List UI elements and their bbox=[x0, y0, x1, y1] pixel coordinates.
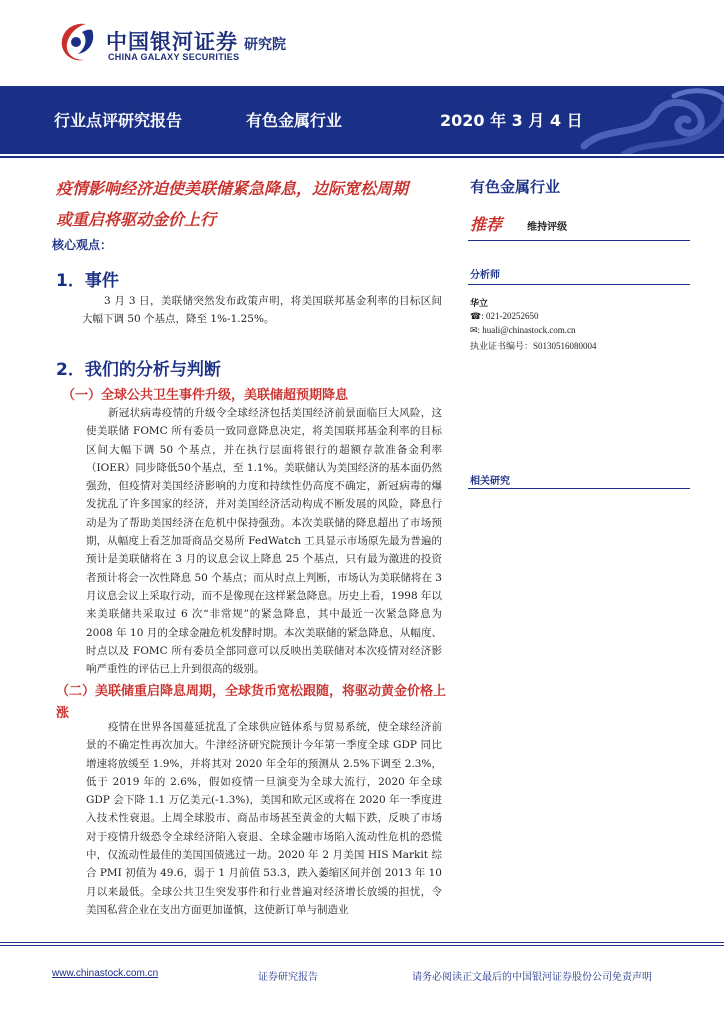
section-2b-text: 疫情在世界各国蔓延扰乱了全球供应链体系与贸易系统，使全球经济前景的不确定性再次加大。牛津经济研究院预计今年第一季度全球 GDP 同比增速将放缓至 1.9%，并将其对 2020 年全年的预测从 2.5%下调至 2.3%，低于 2019 年的 2.6%，假如疫情一旦演变为全球大流行，2020 年全球 GDP 会下降 1.1 万亿美元(-1.3%)，美国和欧元区或将在 2020 年一季度进入技术性衰退。上周全球股市、商品市场甚至黄金的大幅下跌，反映了市场对于疫情升级恐令全球经济陷入衰退、全球金融市场陷入流动性危机的恐慌中，仅流动性最佳的美国国债逃过一劫。2020 年 2 月美国 HIS Markit 综合 PMI 初值为 49.6，弱于 1 月前值 53.3，跌入萎缩区间并创 2013 年 10 月以来最低。全球公共卫生突发事件和行业普遍对经济增长放缓的担忧，令美国私营企业在支出方面更加谨慎，这使新订单与制造业 bbox=[86, 721, 442, 916]
section-1-text: 3 月 3 日，美联储突然发布政策声明，将美国联邦基金利率的目标区间大幅下调 50 个基点，降至 1%-1.25%。 bbox=[82, 295, 442, 325]
report-title-line1: 疫情影响经济迫使美联储紧急降息，边际宽松周期 bbox=[56, 179, 409, 198]
footer-center-text: 证券研究报告 bbox=[258, 972, 318, 983]
galaxy-logo-icon bbox=[56, 20, 98, 64]
rating-block bbox=[470, 212, 690, 235]
report-date: 2020 年 3 月 4 日 bbox=[440, 111, 583, 130]
footer-divider bbox=[0, 942, 724, 943]
section-2a-text: 新冠状病毒疫情的升级令全球经济包括美国经济前景面临巨大风险，这使美联储 FOMC 所有委员一致同意降息决定，将美国联邦基金利率的目标区间大幅下调 50 个基点，并在执行层面将银行的超额存款准备金利率（IOER）同步降低50个基点，至 1.1%。美联储认为美国经济的基本面仍然强劲，但疫情对美国经济影响的力度和持续性仍高度不确定，新冠病毒的爆发扰乱了许多国家的经济，并对美国经济活动构成不断发展的风险，降息行动是为了帮助美国经济在危机中保持强劲。本次美联储的降息超出了市场预期，从幅度上看芝加哥商品交易所 FedWatch 工具显示市场原先最为普遍的预计是美联储将在 3 月的议息会议上降息 25 个基点，只有最为激进的投资者预计将会一次性降息 50 个基点；而从时点上判断，市场认为美联储将在 3 月议息会议上采取行动，而不是像现在这样紧急降息。历史上看，1998 年以来美联储共采取过 6 次“非常规”的紧急降息，其中最近一次紧急降息为 2008 年 10 月的全球金融危机发酵时期。本次美联储的紧急降息，从幅度、时点以及 FOMC 所有委员全部同意可以反映出美联储对本次疫情对经济影响严重性的评估已上升到很高的级别。 bbox=[86, 407, 442, 676]
rating-value: 推荐 bbox=[470, 215, 503, 234]
section-2b-heading: （二）美联储重启降息周期，全球货币宽松跟随，将驱动黄金价格上涨 bbox=[56, 684, 447, 721]
banner-divider bbox=[0, 156, 724, 158]
brand-subtitle: 研究院 bbox=[244, 37, 286, 53]
brand-name-en: CHINA GALAXY SECURITIES bbox=[108, 52, 240, 62]
footer-divider bbox=[0, 945, 724, 946]
core-view-label: 核心观点： bbox=[52, 238, 113, 252]
analyst-heading: 分析师 bbox=[470, 270, 500, 281]
sidebar-industry: 有色金属行业 bbox=[470, 178, 561, 196]
report-title-line2: 或重启将驱动金价上行 bbox=[56, 210, 217, 229]
sidebar-divider bbox=[468, 488, 690, 489]
analyst-phone: ☎: 021-20252650 bbox=[470, 311, 539, 321]
disclaimer-notice: 请务必阅读正文最后的中国银河证券股份公司免责声明 bbox=[412, 972, 652, 983]
brand-name-cn: 中国银河证券 bbox=[106, 30, 238, 54]
sidebar-divider bbox=[468, 284, 690, 285]
banner-industry: 有色金属行业 bbox=[246, 111, 343, 130]
related-research-heading: 相关研究 bbox=[470, 476, 510, 487]
section-2-heading: 2．我们的分析与判断 bbox=[56, 360, 221, 380]
rating-note: 维持评级 bbox=[527, 222, 568, 233]
sidebar-divider bbox=[468, 240, 690, 241]
analyst-cert: 执业证书编号：S0130516080004 bbox=[470, 341, 597, 351]
analyst-name: 华立 bbox=[470, 299, 489, 309]
section-2a-heading: （一）全球公共卫生事件升级，美联储超预期降息 bbox=[62, 388, 349, 403]
analyst-email[interactable]: ✉: huali@chinastock.com.cn bbox=[470, 325, 576, 335]
website-link[interactable]: www.chinastock.com.cn bbox=[52, 968, 159, 979]
header-banner bbox=[0, 86, 724, 154]
section-1-heading: 1．事件 bbox=[56, 271, 119, 291]
report-type: 行业点评研究报告 bbox=[54, 111, 183, 130]
